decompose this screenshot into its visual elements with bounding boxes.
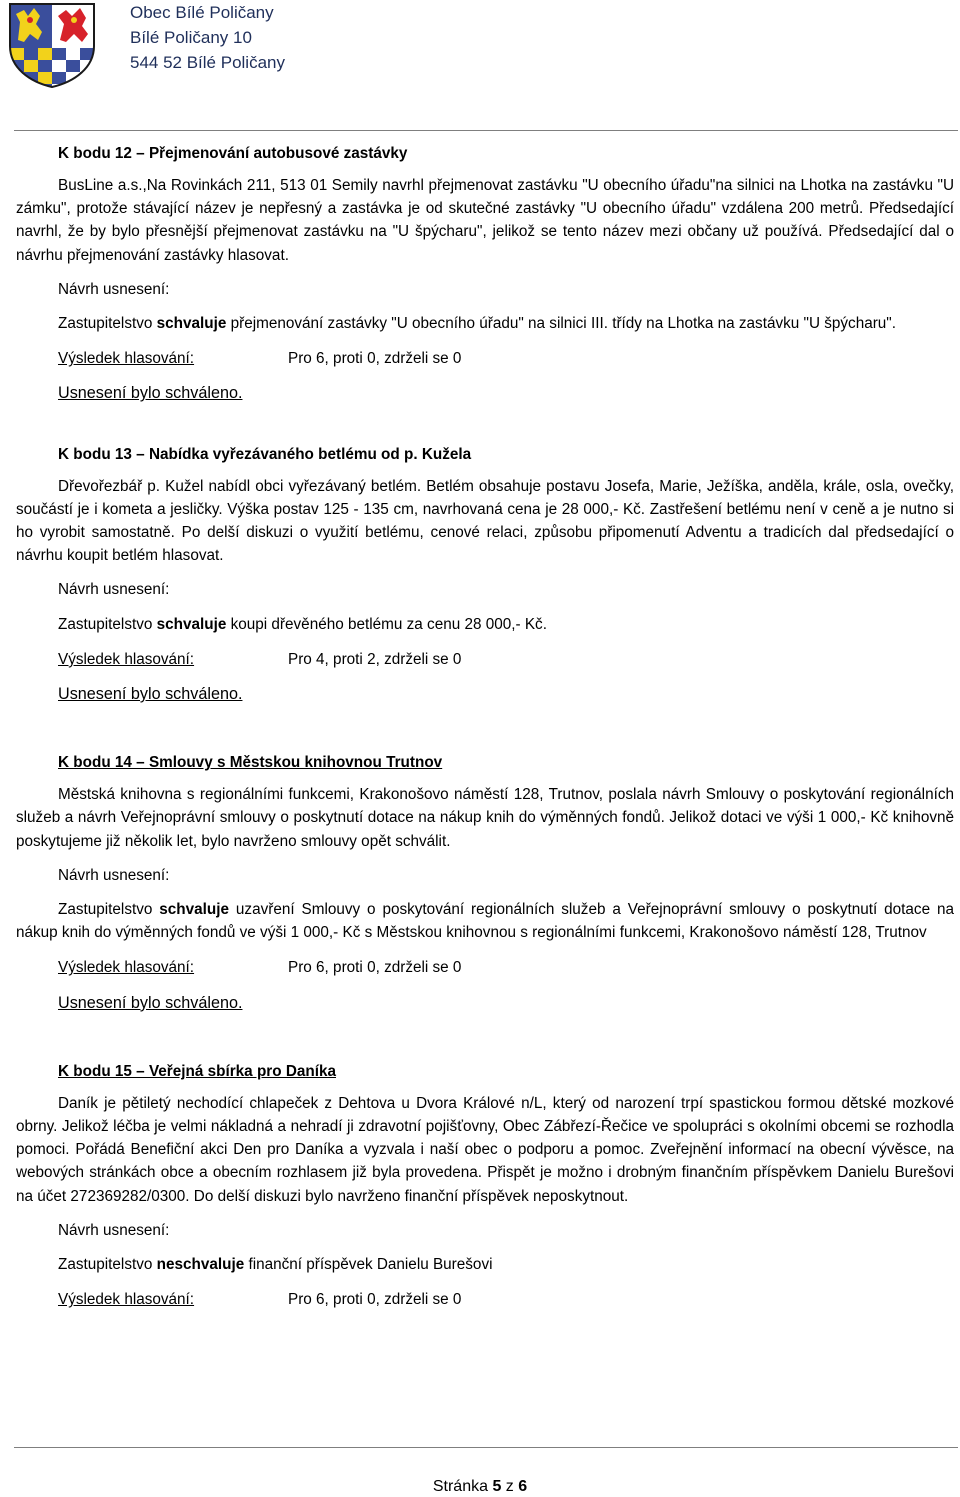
section-heading [58, 1061, 954, 1083]
vote-label: Výsledek hlasování: [58, 650, 195, 668]
proposal-label: Návrh usnesení: [58, 280, 170, 298]
resolution-prefix: Zastupitelstvo [58, 315, 157, 333]
section-heading-text: K bodu 15 – Veřejná sbírka pro Daníka [58, 1062, 336, 1080]
resolution-outcome: Usnesení bylo schváleno. [58, 384, 243, 403]
resolution-rest: uzavření Smlouvy o poskytování regionálních služeb a Veřejnoprávní smlouvy o poskytnutí dotace na nákup knih do výměnných fondů ve výši 1 000,- Kč s Městskou knihovnou s regionálními funkcemi, Krakonošovo náměstí 128, Trutnov [16, 901, 954, 942]
section-heading: K bodu 12 – Přejmenování autobusové zastávky [58, 145, 408, 162]
resolution-rest: koupi dřevěného betlému za cenu 28 000,- Kč. [226, 615, 547, 633]
section-heading: K bodu 13 – Nabídka vyřezávaného betlému od p. Kužela [58, 445, 472, 463]
resolution-outcome: Usnesení bylo schváleno. [58, 993, 243, 1012]
page-separator: z [505, 1478, 514, 1495]
org-street: Bílé Poličany 10 [130, 28, 252, 47]
vote-result-row [58, 1288, 954, 1311]
document-body [16, 143, 954, 1312]
resolution-text [16, 898, 954, 944]
vote-result-row [58, 956, 954, 979]
vote-label: Výsledek hlasování: [58, 1291, 195, 1309]
section-paragraph: Městská knihovna s regionálními funkcemi, Krakonošovo náměstí 128, Trutnov, poslala návrh Smlouvy o poskytování regionálních služeb a návrh Veřejnoprávní smlouvy o poskytnutí dotace na nákup knih do výměnných fondů. Jelikož dotaci ve výši 1 000,- Kč knihovně poskytujeme již několik let, bylo navrženo smlouvy opět schválit. [16, 786, 954, 850]
resolution-text [16, 312, 954, 335]
header-divider [14, 130, 958, 131]
org-city: 544 52 Bílé Poličany [130, 53, 285, 72]
resolution-prefix: Zastupitelstvo [58, 615, 157, 633]
section-paragraph: Dřevořezbář p. Kužel nabídl obci vyřezávaný betlém. Betlém obsahuje postavu Josefa, Marie, Ježíška, anděla, krále, osla, ovečky, součástí je i kometa a jesličky. Výška postav 125 - 135 cm, navrhovaná cena je 28 000,- Kč. Zastřešení betlému není v ceně a je nutno si ho vyrobit samostatně. Po delší diskuzi o využití betlému, cenové relaci, způsobu připomenutí Adventu a tradicích dal předsedající o návrhu koupit betlém hlasovat. [16, 477, 954, 565]
resolution-prefix: Zastupitelstvo [58, 1256, 157, 1274]
page-current: 5 [492, 1478, 502, 1495]
agenda-item-13 [16, 444, 954, 707]
agenda-item-15 [16, 1061, 954, 1312]
resolution-outcome: Usnesení bylo schváleno. [58, 685, 243, 704]
page-footer [0, 1478, 960, 1496]
org-name: Obec Bílé Poličany [130, 3, 274, 22]
proposal-label: Návrh usnesení: [58, 866, 170, 884]
resolution-verb: neschvaluje [156, 1256, 245, 1274]
resolution-verb: schvaluje [156, 615, 227, 633]
vote-label: Výsledek hlasování: [58, 350, 195, 368]
page-header [0, 0, 960, 90]
resolution-verb: schvaluje [159, 901, 230, 919]
proposal-label: Návrh usnesení: [58, 581, 170, 599]
page-word: Stránka [432, 1478, 488, 1495]
section-heading [58, 752, 954, 774]
coat-of-arms-icon [8, 2, 96, 88]
resolution-rest: finanční příspěvek Danielu Burešovi [244, 1256, 493, 1274]
vote-result: Pro 6, proti 0, zdrželi se 0 [288, 1291, 462, 1309]
resolution-prefix: Zastupitelstvo [58, 901, 160, 919]
vote-result: Pro 6, proti 0, zdrželi se 0 [288, 959, 462, 977]
vote-result: Pro 4, proti 2, zdrželi se 0 [288, 650, 462, 668]
agenda-item-14 [16, 752, 954, 1015]
page-total: 6 [518, 1478, 528, 1495]
vote-result: Pro 6, proti 0, zdrželi se 0 [288, 350, 462, 368]
resolution-rest: přejmenování zastávky "U obecního úřadu" na silnici III. třídy na Lhotka na zastávku "U špýcharu". [226, 315, 896, 333]
resolution-text [16, 613, 954, 636]
agenda-item-12 [16, 143, 954, 406]
organization-address [130, 0, 285, 75]
vote-result-row [58, 648, 954, 671]
resolution-text [16, 1253, 954, 1276]
resolution-verb: schvaluje [156, 315, 227, 333]
section-paragraph: Daník je pětiletý nechodící chlapeček z Dehtova u Dvora Králové n/L, který od narození trpí spastickou formou dětské mozkové obrny. Jelikož léčba je velmi nákladná a nehradí ji zdravotní pojišťovny, Obec Zábřezí-Řečice ve spolupráci s okolními obcemi se rozhodla pomoci. Pořádá Benefiční akci Den pro Daníka a vyzvala i naší obec o podporu a pomoc. Zveřejnění informací na obecní vývěsce, na webových stránkách obce a obecním rozhlasem již byla provedena. Přispět je možno i drobným finančním příspěvkem Danielu Burešovi na účet 272369282/0300. Do delší diskuzi bylo navrženo finanční příspěvek neposkytnout. [16, 1094, 954, 1205]
proposal-label: Návrh usnesení: [58, 1221, 170, 1239]
section-heading-text: K bodu 14 – Smlouvy s Městskou knihovnou Trutnov [58, 754, 443, 772]
footer-divider [14, 1447, 958, 1448]
section-paragraph: BusLine a.s.,Na Rovinkách 211, 513 01 Semily navrhl přejmenovat zastávku "U obecního úřadu"na silnici na Lhotka na zastávku "U zámku", protože stávající název je nepřesný a zastávka je od skutečné zastávky "U obecního úřadu" vzdálena 200 metrů. Předsedající navrhl, že by bylo přesnější přejmenovat zastávku na "U špýcharu", jelikož se tento název mezi občany už používá. Předsedající dal o návrhu přejmenování zastávky hlasovat. [16, 177, 954, 264]
vote-result-row [58, 347, 954, 370]
vote-label: Výsledek hlasování: [58, 959, 195, 977]
